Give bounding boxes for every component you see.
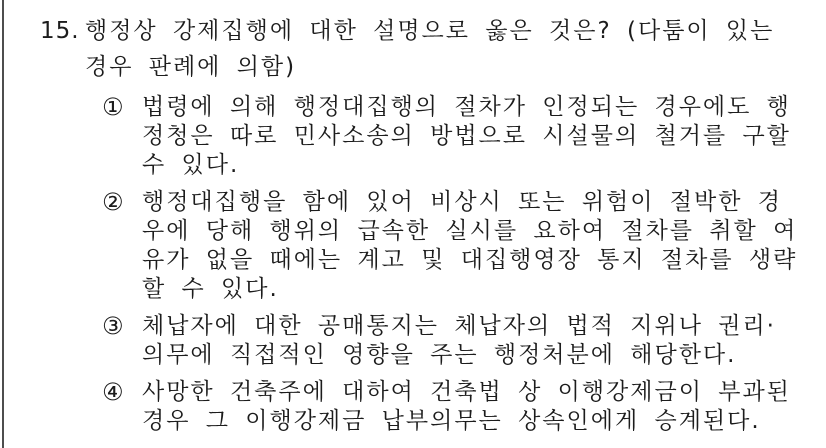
option-line: 유가 없을 때에는 계고 및 대집행영장 통지 절차를 생략 [142,247,798,273]
question-line: 행정상 강제집행에 대한 설명으로 옳은 것은? (다툼이 있는 [85,18,775,44]
option-line: 수 있다. [142,152,240,178]
option-3 [102,312,826,370]
option-line: 할 수 있다. [142,276,279,302]
option-4-text [142,378,791,436]
option-line: 우에 당해 행위의 급속한 실시를 요하여 절차를 취할 여 [142,218,798,244]
option-line: 의무에 직접적인 영향을 주는 행정처분에 해당한다. [142,342,737,368]
option-line: 경우 그 이행강제금 납부의무는 상속인에게 승계된다. [142,408,761,434]
option-line: 정청은 따로 민사소송의 방법으로 시설물의 철거를 구할 [142,123,791,149]
option-1-marker: ① [102,93,124,121]
option-line: 사망한 건축주에 대하여 건축법 상 이행강제금이 부과된 [142,379,791,405]
question-number: 15. [40,18,80,44]
option-line: 행정대집행을 함에 있어 비상시 또는 위험이 절박한 경 [142,189,782,215]
option-4 [102,378,826,436]
question-block [40,13,826,85]
option-line: 체납자에 대한 공매통지는 체납자의 법적 지위나 권리· [142,313,776,339]
question-text [85,13,774,85]
option-4-marker: ④ [102,378,124,406]
option-line: 법령에 의해 행정대집행의 절차가 인정되는 경우에도 행 [142,94,791,120]
option-2 [102,188,826,304]
option-1-text [142,93,791,180]
option-3-text [142,312,776,370]
option-1 [102,93,826,180]
question-line: 경우 판례에 의함) [85,54,297,80]
option-3-marker: ③ [102,312,124,340]
option-2-marker: ② [102,188,124,216]
option-2-text [142,188,797,304]
